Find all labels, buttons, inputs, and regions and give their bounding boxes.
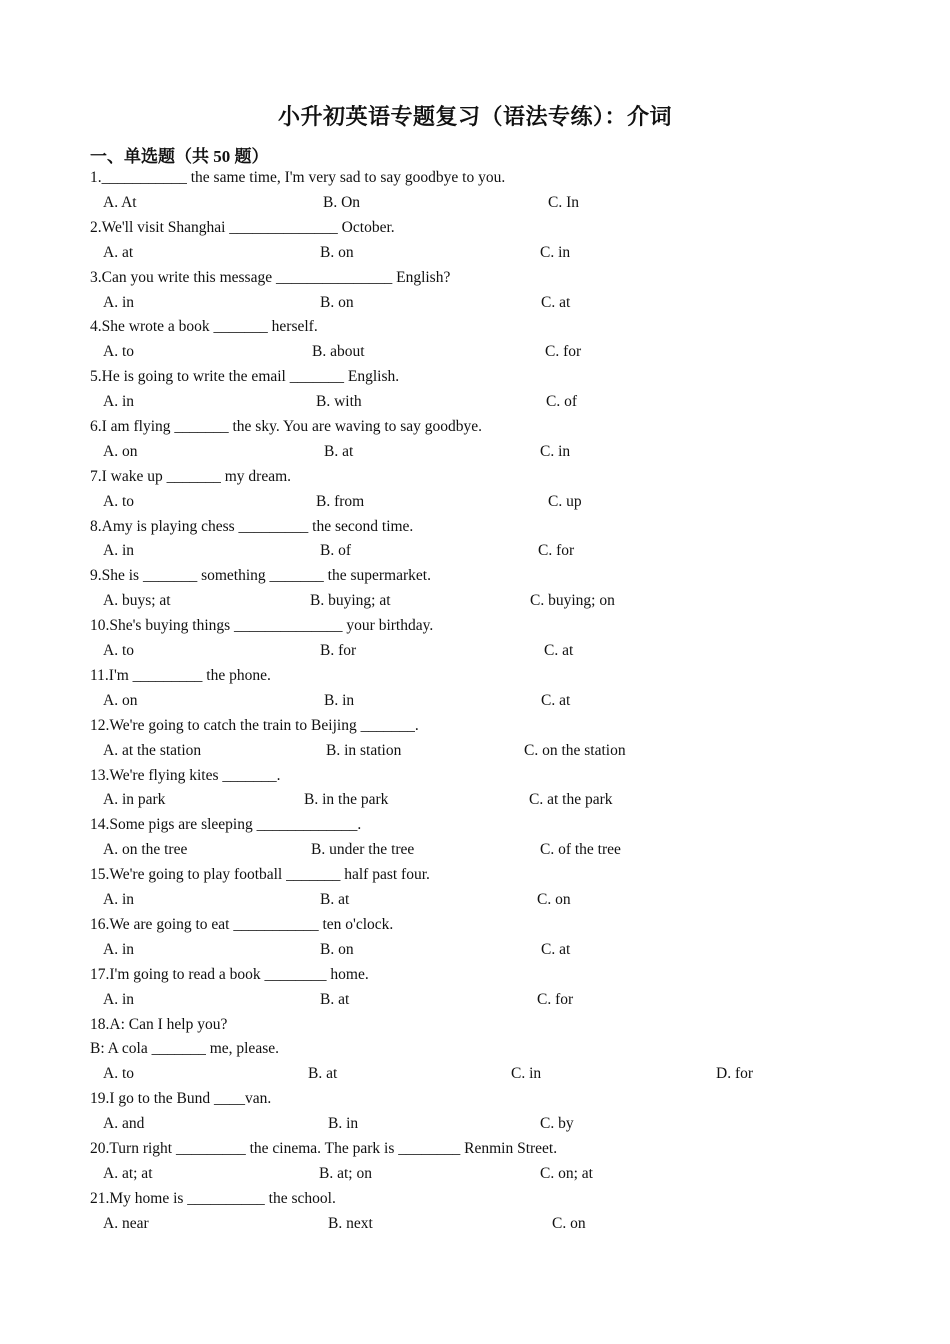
option-b[interactable]: B. next	[328, 1214, 373, 1232]
answer-options	[0, 988, 950, 1013]
answer-options	[0, 390, 950, 415]
question-stem-line: 14.Some pigs are sleeping _____________.	[90, 816, 362, 834]
question-stem-line: 5.He is going to write the email _______ English.	[90, 368, 400, 386]
option-c[interactable]: C. on	[537, 891, 571, 909]
question-stem-line: 10.She's buying things ______________ your birthday.	[90, 617, 434, 635]
question-stem-line: 3.Can you write this message _______________ English?	[90, 268, 451, 286]
option-a[interactable]: A. at the station	[103, 741, 202, 759]
answer-options	[0, 440, 950, 465]
option-b[interactable]: B. at	[324, 442, 354, 460]
page-title: 小升初英语专题复习（语法专练）：介词	[277, 104, 672, 129]
option-c[interactable]: C. in	[511, 1065, 542, 1083]
option-c[interactable]: C. by	[540, 1115, 574, 1133]
question-2	[0, 216, 950, 266]
answer-options	[0, 191, 950, 216]
question-stem-line: 1.___________ the same time, I'm very sad to say goodbye to you.	[90, 169, 506, 186]
option-c[interactable]: C. In	[548, 193, 579, 211]
option-c[interactable]: C. on; at	[540, 1164, 593, 1182]
question-stem	[90, 913, 393, 938]
question-stem-line: 19.I go to the Bund ____van.	[90, 1090, 272, 1108]
answer-options	[0, 689, 950, 714]
question-19	[0, 1087, 950, 1137]
option-a[interactable]: A. in	[103, 990, 134, 1008]
question-stem	[90, 564, 431, 589]
question-5	[0, 365, 950, 415]
question-21	[0, 1187, 950, 1237]
option-a[interactable]: A. on	[103, 442, 138, 460]
option-b[interactable]: B. on	[320, 940, 354, 958]
option-c[interactable]: C. on	[552, 1214, 586, 1232]
answer-options	[0, 539, 950, 564]
option-c[interactable]: C. at	[544, 642, 574, 660]
option-c[interactable]: C. of the tree	[540, 841, 621, 859]
question-stem-line: 6.I am flying _______ the sky. You are waving to say goodbye.	[90, 417, 483, 435]
question-9	[0, 564, 950, 614]
option-b[interactable]: B. in station	[326, 741, 402, 759]
option-b[interactable]: B. at; on	[319, 1164, 372, 1182]
option-b[interactable]: B. in the park	[304, 791, 389, 809]
option-a[interactable]: A. to	[103, 343, 134, 361]
option-b[interactable]: B. of	[320, 542, 351, 560]
option-b[interactable]: B. at	[320, 891, 350, 909]
question-stem	[90, 614, 433, 639]
question-stem-line: 17.I'm going to read a book ________ home.	[90, 965, 369, 983]
section-heading: 一、单选题（共 50 题）	[90, 147, 269, 166]
question-12	[0, 714, 950, 764]
option-b[interactable]: B. at	[320, 990, 350, 1008]
option-a[interactable]: A. in	[103, 393, 134, 411]
answer-options	[0, 739, 950, 764]
option-b[interactable]: B. on	[320, 293, 354, 311]
option-c[interactable]: C. on the station	[524, 741, 626, 759]
option-c[interactable]: C. in	[540, 442, 571, 460]
question-stem	[90, 216, 395, 241]
option-b[interactable]: B. On	[323, 193, 361, 211]
option-b[interactable]: B. for	[320, 642, 357, 660]
option-a[interactable]: A. on	[103, 691, 138, 709]
question-stem	[90, 365, 399, 390]
option-a[interactable]: A. to	[103, 642, 134, 660]
question-stem	[90, 664, 271, 689]
option-c[interactable]: C. for	[537, 990, 574, 1008]
option-a[interactable]: A. at	[103, 243, 134, 261]
question-stem-line: 21.My home is __________ the school.	[90, 1189, 336, 1207]
question-18	[0, 1013, 950, 1088]
option-c[interactable]: C. for	[545, 343, 582, 361]
question-stem-line: 15.We're going to play football _______ half past four.	[90, 866, 430, 884]
answer-options	[0, 639, 950, 664]
question-stem-line: 16.We are going to eat ___________ ten o'clock.	[90, 915, 394, 933]
question-stem	[90, 465, 291, 490]
question-7	[0, 465, 950, 515]
option-a[interactable]: A. in	[103, 891, 134, 909]
question-stem	[90, 1137, 557, 1162]
option-b[interactable]: B. buying; at	[310, 592, 391, 610]
option-b[interactable]: B. from	[316, 492, 365, 510]
option-a[interactable]: A. At	[103, 193, 137, 211]
question-stem-line: 8.Amy is playing chess _________ the second time.	[90, 517, 414, 535]
question-stem	[90, 863, 430, 888]
option-a[interactable]: A. and	[103, 1115, 145, 1133]
option-d[interactable]: D. for	[716, 1065, 754, 1083]
answer-options	[0, 888, 950, 913]
answer-options	[0, 241, 950, 266]
question-stem	[90, 515, 413, 540]
question-16	[0, 913, 950, 963]
question-stem-line: 13.We're flying kites _______.	[90, 766, 281, 784]
option-c[interactable]: C. buying; on	[530, 592, 615, 610]
answer-options	[0, 589, 950, 614]
option-b[interactable]: B. in	[328, 1115, 359, 1133]
question-20	[0, 1137, 950, 1187]
option-c[interactable]: C. in	[540, 243, 571, 261]
question-stem	[90, 813, 361, 838]
option-a[interactable]: A. in	[103, 293, 134, 311]
answer-options	[0, 490, 950, 515]
option-a[interactable]: A. in	[103, 542, 134, 560]
question-stem	[90, 714, 419, 739]
option-c[interactable]: C. up	[548, 492, 582, 510]
question-15	[0, 863, 950, 913]
question-stem-line: 11.I'm _________ the phone.	[90, 666, 271, 684]
question-17	[0, 963, 950, 1013]
answer-options	[0, 938, 950, 963]
question-stem	[90, 315, 318, 340]
question-stem-line: B: A cola _______ me, please.	[90, 1040, 279, 1058]
question-14	[0, 813, 950, 863]
option-b[interactable]: B. on	[320, 243, 354, 261]
question-6	[0, 415, 950, 465]
answer-options	[0, 1112, 950, 1137]
question-1	[0, 166, 950, 216]
question-stem-line: 20.Turn right _________ the cinema. The park is ________ Renmin Street.	[90, 1140, 558, 1158]
option-c[interactable]: C. at the park	[529, 791, 613, 809]
option-a[interactable]: A. in park	[103, 791, 166, 809]
question-stem	[90, 1187, 336, 1212]
question-stem	[90, 1013, 279, 1063]
question-8	[0, 515, 950, 565]
question-stem-line: 9.She is _______ something _______ the supermarket.	[90, 567, 431, 585]
question-stem	[90, 1087, 271, 1112]
option-c[interactable]: C. at	[541, 691, 571, 709]
option-b[interactable]: B. at	[308, 1065, 338, 1083]
option-c[interactable]: C. at	[541, 293, 571, 311]
question-stem-line: 2.We'll visit Shanghai ______________ October.	[90, 218, 395, 236]
question-10	[0, 614, 950, 664]
question-stem	[90, 415, 482, 440]
question-stem	[90, 266, 450, 291]
option-a[interactable]: A. on the tree	[103, 841, 188, 859]
question-stem-line: 12.We're going to catch the train to Beijing _______.	[90, 716, 419, 734]
option-c[interactable]: C. of	[546, 393, 577, 411]
question-stem-line: 18.A: Can I help you?	[90, 1015, 228, 1033]
answer-options	[0, 1162, 950, 1187]
option-a[interactable]: A. in	[103, 940, 134, 958]
option-c[interactable]: C. for	[538, 542, 575, 560]
answer-options	[0, 1212, 950, 1237]
answer-options	[0, 838, 950, 863]
option-a[interactable]: A. buys; at	[103, 592, 171, 610]
answer-options	[0, 291, 950, 316]
question-stem	[90, 764, 281, 789]
option-b[interactable]: B. with	[316, 393, 362, 411]
question-stem-line: 7.I wake up _______ my dream.	[90, 467, 292, 485]
option-a[interactable]: A. near	[103, 1214, 149, 1232]
option-b[interactable]: B. about	[312, 343, 365, 361]
question-stem	[90, 963, 369, 988]
question-stem	[90, 166, 505, 191]
option-b[interactable]: B. in	[324, 691, 355, 709]
option-a[interactable]: A. to	[103, 492, 134, 510]
option-c[interactable]: C. at	[541, 940, 571, 958]
question-11	[0, 664, 950, 714]
question-list	[0, 166, 950, 1237]
option-a[interactable]: A. to	[103, 1065, 134, 1083]
question-stem-line: 4.She wrote a book _______ herself.	[90, 318, 318, 336]
question-13	[0, 764, 950, 814]
answer-options	[0, 1062, 950, 1087]
answer-options	[0, 340, 950, 365]
option-a[interactable]: A. at; at	[103, 1164, 153, 1182]
answer-options	[0, 788, 950, 813]
option-b[interactable]: B. under the tree	[311, 841, 415, 859]
question-4	[0, 315, 950, 365]
question-3	[0, 266, 950, 316]
